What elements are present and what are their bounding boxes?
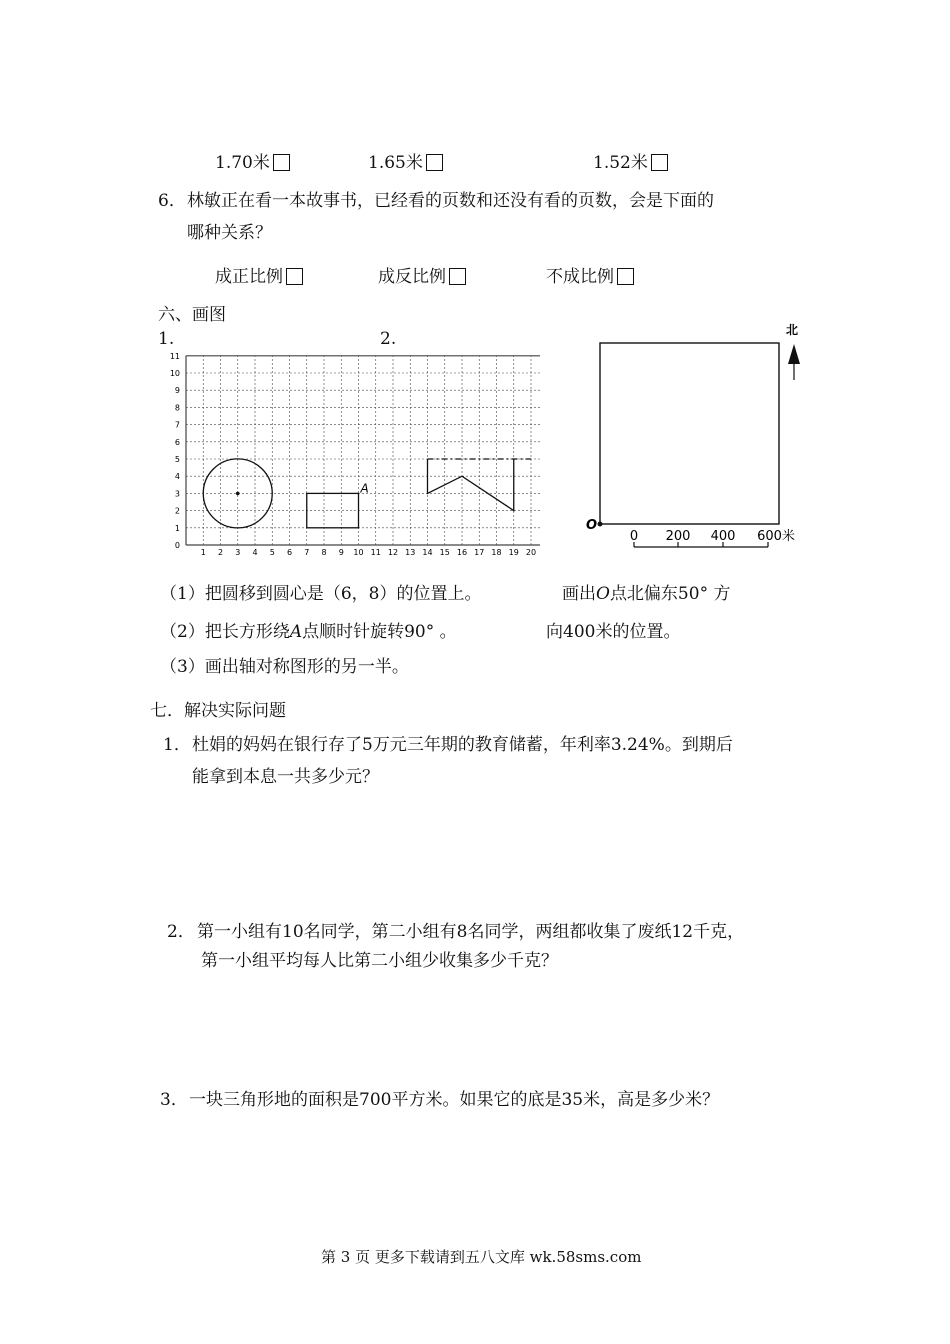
problem-1-number: 1． <box>163 735 191 755</box>
option-1-52m <box>593 148 668 173</box>
north-label: 北 <box>786 323 799 337</box>
y-tick-label: 5 <box>174 455 180 464</box>
instruction-2-var: A <box>289 622 303 642</box>
map-figure <box>578 318 808 553</box>
question-6-line2: 哪种关系？ <box>187 223 272 243</box>
map-instruction-line1 <box>562 579 730 604</box>
problem-2-line1: 第一小组有10名同学，第二小组有8名同学，两组都收集了废纸12千克， <box>197 922 745 942</box>
option-1-65m <box>368 148 443 173</box>
map-instruction-line2: 向400米的位置。 <box>546 622 681 642</box>
answer-checkbox[interactable] <box>286 268 303 285</box>
x-tick-label: 14 <box>422 548 433 557</box>
scale-bar <box>634 542 768 547</box>
x-tick-label: 19 <box>508 548 519 557</box>
y-tick-label: 11 <box>169 351 180 361</box>
x-tick-label: 11 <box>370 548 381 557</box>
y-tick-label: 0 <box>174 541 180 550</box>
scale-tick-400: 400 <box>710 529 736 544</box>
x-tick-label: 16 <box>456 548 468 557</box>
problem-3-number: 3． <box>160 1090 188 1110</box>
instruction-2 <box>160 617 457 642</box>
origin-point <box>598 522 603 527</box>
sub-question-1-number: 1. <box>158 329 175 349</box>
map-instruction-var: O <box>596 584 610 604</box>
instruction-2-post: 点顺时针旋转90° 。 <box>302 622 457 642</box>
map-instruction-post: 点北偏东50° 方 <box>609 584 731 604</box>
map-instruction-pre: 画出 <box>562 584 596 604</box>
x-tick-label: 3 <box>235 548 241 557</box>
scale-tick-0: 0 <box>629 529 639 544</box>
page-footer: 第 3 页 更多下载请到五八文库 wk.58sms.com <box>321 1248 642 1266</box>
north-arrow-icon <box>788 344 800 380</box>
x-tick-label: 17 <box>474 548 485 557</box>
option-label: 1.65米 <box>368 153 423 173</box>
x-tick-label: 15 <box>439 548 450 557</box>
grid-figure <box>168 348 540 560</box>
option-label: 成反比例 <box>378 267 446 287</box>
grid-lines <box>186 356 540 545</box>
x-tick-labels <box>201 548 536 557</box>
answer-checkbox[interactable] <box>449 268 466 285</box>
y-tick-labels <box>170 352 180 550</box>
question-6-number: 6． <box>158 191 186 211</box>
circle-center-dot <box>236 492 240 496</box>
x-tick-label: 4 <box>252 548 258 557</box>
option-label: 1.70米 <box>215 153 270 173</box>
problem-1-line2: 能拿到本息一共多少元？ <box>192 767 379 787</box>
option-not-proportional <box>546 262 634 287</box>
instruction-1: （1）把圆移到圆心是（6，8）的位置上。 <box>160 584 482 604</box>
option-1-70m <box>215 148 290 173</box>
x-tick-label: 12 <box>387 548 399 557</box>
problem-2-number: 2． <box>167 922 195 942</box>
map-frame <box>600 343 779 524</box>
option-inverse-proportion <box>378 262 466 287</box>
point-a-label: A <box>360 481 369 496</box>
x-tick-label: 7 <box>304 548 310 557</box>
y-tick-label: 9 <box>174 386 180 396</box>
y-tick-label: 10 <box>169 369 180 378</box>
section-7-title: 七．解决实际问题 <box>150 701 286 721</box>
question-6-line1: 林敏正在看一本故事书，已经看的页数和还没有看的页数，会是下面的 <box>187 191 714 211</box>
scale-tick-200: 200 <box>665 529 691 544</box>
problem-2-line2: 第一小组平均每人比第二小组少收集多少千克？ <box>201 951 558 971</box>
y-tick-label: 6 <box>174 437 180 447</box>
x-tick-label: 2 <box>217 548 224 557</box>
sub-question-2-number: 2. <box>380 329 397 349</box>
section-6-title: 六、画图 <box>158 305 226 325</box>
answer-checkbox[interactable] <box>651 154 668 171</box>
instruction-2-pre: （2）把长方形绕 <box>160 622 290 642</box>
x-tick-label: 5 <box>269 548 275 557</box>
problem-3-line1: 一块三角形地的面积是700平方米。如果它的底是35米，高是多少米？ <box>189 1090 720 1110</box>
y-tick-label: 2 <box>174 506 180 516</box>
scale-tick-600: 600米 <box>757 529 795 544</box>
option-direct-proportion <box>215 262 303 287</box>
x-tick-label: 18 <box>491 548 502 557</box>
y-tick-label: 7 <box>174 420 180 430</box>
y-tick-label: 1 <box>174 523 180 533</box>
origin-label: O <box>586 518 598 533</box>
x-tick-label: 6 <box>286 548 293 557</box>
option-label: 1.52米 <box>593 153 648 173</box>
x-tick-label: 20 <box>525 548 537 557</box>
problem-1-line1: 杜娟的妈妈在银行存了5万元三年期的教育储蓄，年利率3.24%。到期后 <box>192 735 733 755</box>
x-tick-label: 8 <box>321 548 327 557</box>
symmetric-half-shape <box>428 459 514 511</box>
y-tick-label: 8 <box>174 403 180 413</box>
answer-checkbox[interactable] <box>617 268 634 285</box>
x-tick-label: 13 <box>405 548 416 557</box>
instruction-3: （3）画出轴对称图形的另一半。 <box>160 657 409 677</box>
answer-checkbox[interactable] <box>273 154 290 171</box>
answer-checkbox[interactable] <box>426 154 443 171</box>
y-tick-label: 4 <box>174 472 180 482</box>
x-tick-label: 1 <box>200 548 206 557</box>
y-tick-label: 3 <box>174 489 180 499</box>
x-tick-label: 10 <box>353 548 364 557</box>
option-label: 成正比例 <box>215 267 283 287</box>
option-label: 不成比例 <box>546 267 614 287</box>
x-tick-label: 9 <box>338 548 344 557</box>
grid-shapes <box>203 459 531 528</box>
